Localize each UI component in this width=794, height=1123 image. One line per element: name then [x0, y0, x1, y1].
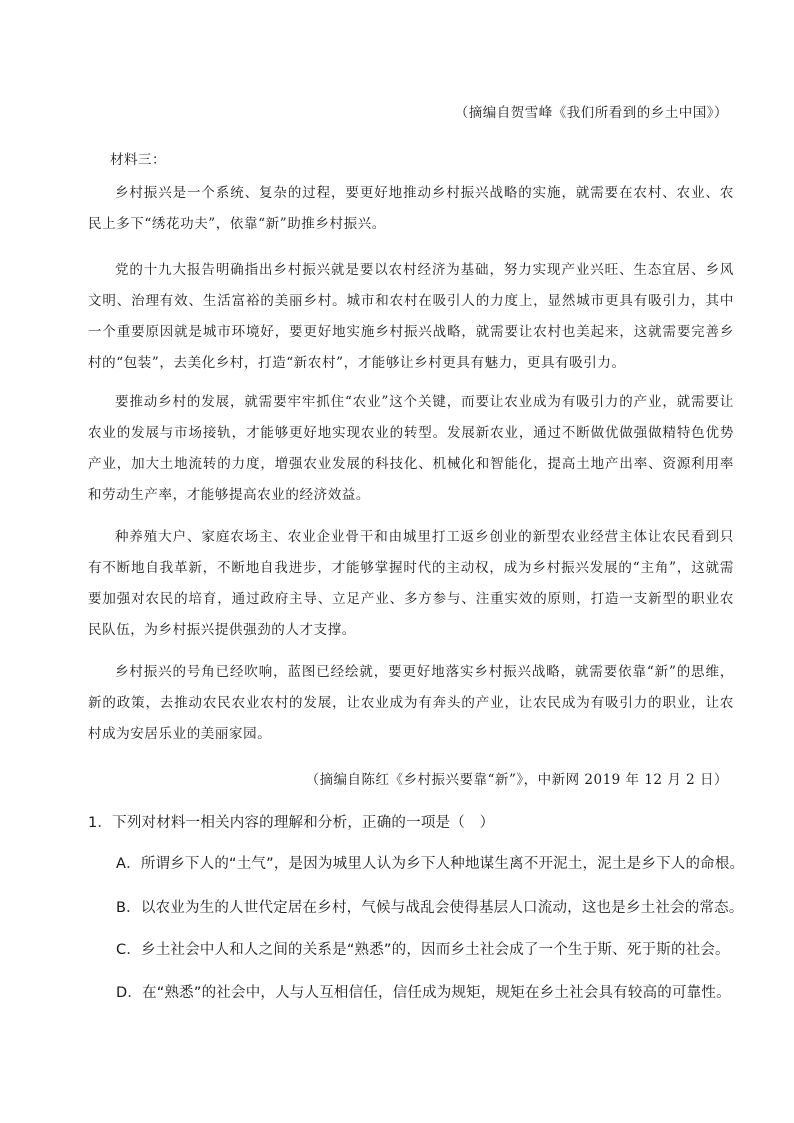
option-c[interactable]: C．乡土社会中人和人之间的关系是“熟悉”的，因而乡土社会成了一个生于斯、死于斯的社会。 — [116, 942, 730, 958]
paragraph-1: 乡村振兴是一个系统、复杂的过程，要更好地推动乡村振兴战略的实施，就需要在农村、农业、农民上多下“绣花功夫”，依靠“新”助推乡村振兴。 — [88, 185, 734, 232]
paragraph-4: 种养殖大户、家庭农场主、农业企业骨干和由城里打工返乡创业的新型农业经营主体让农民看到只有不断地自我革新，不断地自我进步，才能够掌握时代的主动权，成为乡村振兴发展的“主角”，这就需要加强对农民的培育，通过政府主导、立足产业、多方参与、注重实效的原则，打造一支新型的职业农民队伍，为乡村振兴提供强劲的人才支撑。 — [88, 529, 734, 638]
paragraph-5: 乡村振兴的号角已经吹响，蓝图已经绘就，要更好地落实乡村振兴战略，就需要依靠“新”的思维，新的政策，去推动农民农业农村的发展，让农业成为有奔头的产业，让农民成为有吸引力的职业，让农村成为安居乐业的美丽家园。 — [88, 664, 734, 742]
option-d[interactable]: D．在“熟悉”的社会中，人与人互相信任，信任成为规矩，规矩在乡土社会具有较高的可靠性。 — [116, 985, 731, 1001]
paragraph-3: 要推动乡村的发展，就需要牢牢抓住“农业”这个关键，而要让农业成为有吸引力的产业，就需要让农业的发展与市场接轨，才能够更好地实现农业的转型。发展新农业，通过不断做优做强做精特色优势产业，加大土地流转的力度，增强农业发展的科技化、机械化和智能化，提高土地产出率、资源利用率和劳动生产率，才能够提高农业的经济效益。 — [88, 394, 734, 503]
source-citation-bottom: （摘编自陈红《乡村振兴要靠“新”》，中新网 2019 年 12 月 2 日） — [305, 772, 728, 788]
paragraph-2: 党的十九大报告明确指出乡村振兴就是要以农村经济为基础，努力实现产业兴旺、生态宜居、乡风文明、治理有效、生活富裕的美丽乡村。城市和农村在吸引人的力度上，显然城市更具有吸引力，其中一个重要原因就是城市环境好，要更好地实施乡村振兴战略，就需要让农村也美起来，这就需要完善乡村的“包装”，去美化乡村，打造“新农村”，才能够让乡村更具有魅力，更具有吸引力。 — [88, 262, 734, 371]
source-citation-top: （摘编自贺雪峰《我们所看到的乡土中国》） — [454, 105, 728, 121]
question-stem: 1．下列对材料一相关内容的理解和分析，正确的一项是（ ） — [88, 815, 495, 831]
material-heading: 材料三： — [110, 152, 166, 168]
option-a[interactable]: A．所谓乡下人的“土气”，是因为城里人认为乡下人种地谋生离不开泥土，泥土是乡下人的命根。 — [116, 856, 745, 872]
option-b[interactable]: B．以农业为生的人世代定居在乡村，气候与战乱会使得基层人口流动，这也是乡土社会的常态。 — [116, 900, 744, 916]
